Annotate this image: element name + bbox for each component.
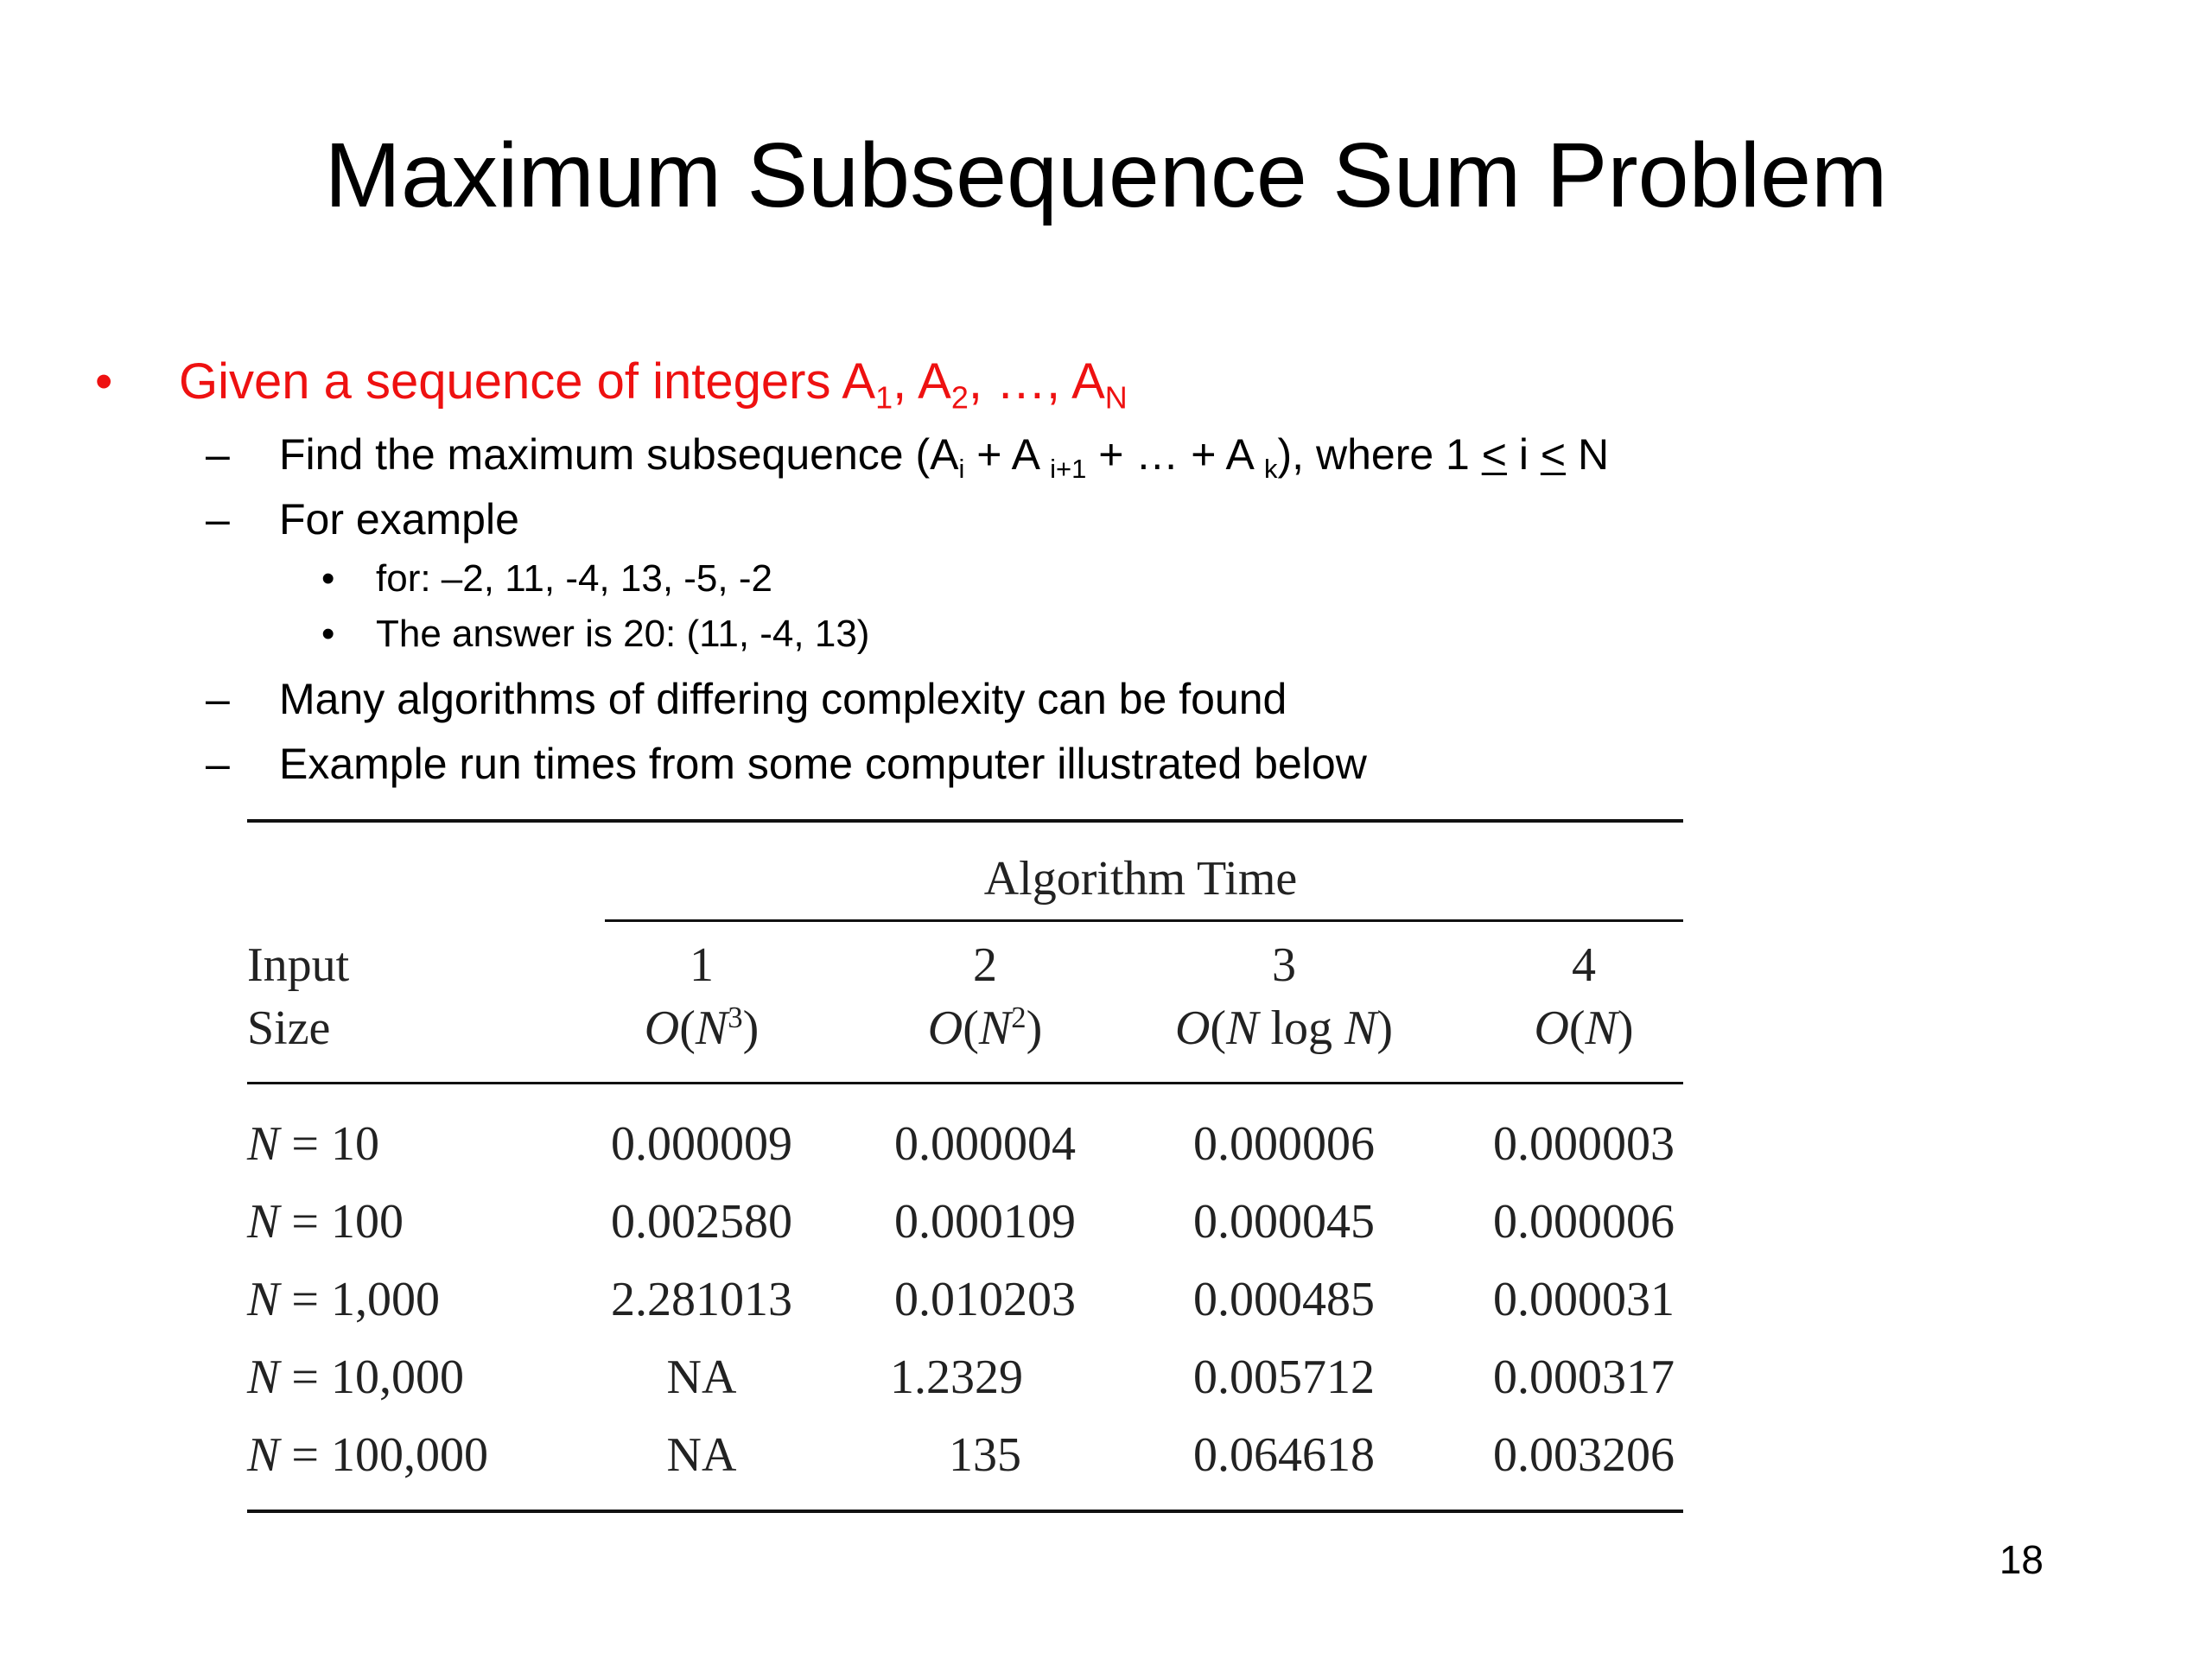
table-bottom-rule	[247, 1510, 1683, 1513]
row-label: N = 10,000	[247, 1351, 464, 1404]
table-cell: 1.2329	[890, 1351, 1023, 1404]
input-size-label-line1: Input	[247, 938, 350, 992]
bullet-mark: •	[321, 557, 335, 600]
bullet-text: The answer is 20: (11, -4, 13)	[376, 613, 870, 655]
bullet-text: Given a sequence of integers $A_1$, $A_2$, …, $A_N$	[179, 353, 1128, 416]
table-cell: 0.000004	[894, 1117, 1076, 1171]
group-header-rule	[605, 919, 1683, 922]
table-cell: 0.000109	[894, 1195, 1076, 1249]
row-label: N = 1,000	[247, 1273, 440, 1326]
bullet-text: Example run times from some computer illustrated below	[279, 740, 1367, 788]
table-cell: NA	[666, 1351, 737, 1404]
slide-title: Maximum Subsequence Sum Problem	[324, 124, 1888, 226]
table-cell: NA	[666, 1428, 737, 1482]
table-cell: 0.000045	[1193, 1195, 1375, 1249]
table-cell: 135	[949, 1428, 1021, 1482]
table-cell: 0.000006	[1193, 1117, 1375, 1171]
table-cell: 0.000009	[611, 1117, 792, 1171]
table-cell: 0.003206	[1493, 1428, 1675, 1482]
row-label: N = 100,000	[247, 1428, 488, 1482]
column-complexity-2: $O(N^2)$	[927, 1000, 1043, 1055]
dash-mark: –	[206, 740, 230, 788]
table-cell: 0.000485	[1193, 1273, 1375, 1326]
bullet-text: For example	[279, 495, 519, 543]
bullet-mark: •	[321, 613, 335, 655]
row-label: N = 100	[247, 1195, 404, 1249]
column-number-2: 2	[973, 938, 997, 992]
table-cell: 0.000003	[1493, 1117, 1675, 1171]
table-cell: 0.000317	[1493, 1351, 1675, 1404]
input-size-label-line2: Size	[247, 1001, 331, 1055]
page-number: 18	[1999, 1537, 2044, 1582]
row-label: N = 10	[247, 1117, 379, 1171]
table-cell: 0.010203	[894, 1273, 1076, 1326]
dash-mark: –	[206, 495, 230, 543]
table-cell: 0.000006	[1493, 1195, 1675, 1249]
bullet-text: Find the maximum subsequence ($A_i + A$ $_{i+1}$ + … + A $_k$), where 1 < i < N	[279, 430, 1610, 484]
column-complexity-3: O(N log N)	[1174, 1001, 1394, 1055]
bullet-text: for: –2, 11, -4, 13, -5, -2	[376, 557, 772, 600]
column-number-1: 1	[690, 938, 714, 992]
dash-mark: –	[206, 675, 230, 723]
bullet-mark: •	[95, 353, 113, 410]
header-bottom-rule	[247, 1082, 1683, 1084]
table-top-rule	[247, 819, 1683, 823]
bullet-text: Many algorithms of differing complexity can be found	[279, 675, 1287, 723]
group-header: Algorithm Time	[983, 852, 1298, 906]
column-number-3: 3	[1272, 938, 1296, 992]
table-cell: 2.281013	[611, 1273, 792, 1326]
column-number-4: 4	[1572, 938, 1596, 992]
table-cell: 0.002580	[611, 1195, 792, 1249]
dash-mark: –	[206, 430, 230, 479]
table-cell: 0.005712	[1193, 1351, 1375, 1404]
column-complexity-4: O(N)	[1534, 1001, 1634, 1055]
table-cell: 0.064618	[1193, 1428, 1375, 1482]
table-cell: 0.000031	[1493, 1273, 1675, 1326]
column-complexity-1: $O(N^3)$	[644, 1000, 760, 1055]
